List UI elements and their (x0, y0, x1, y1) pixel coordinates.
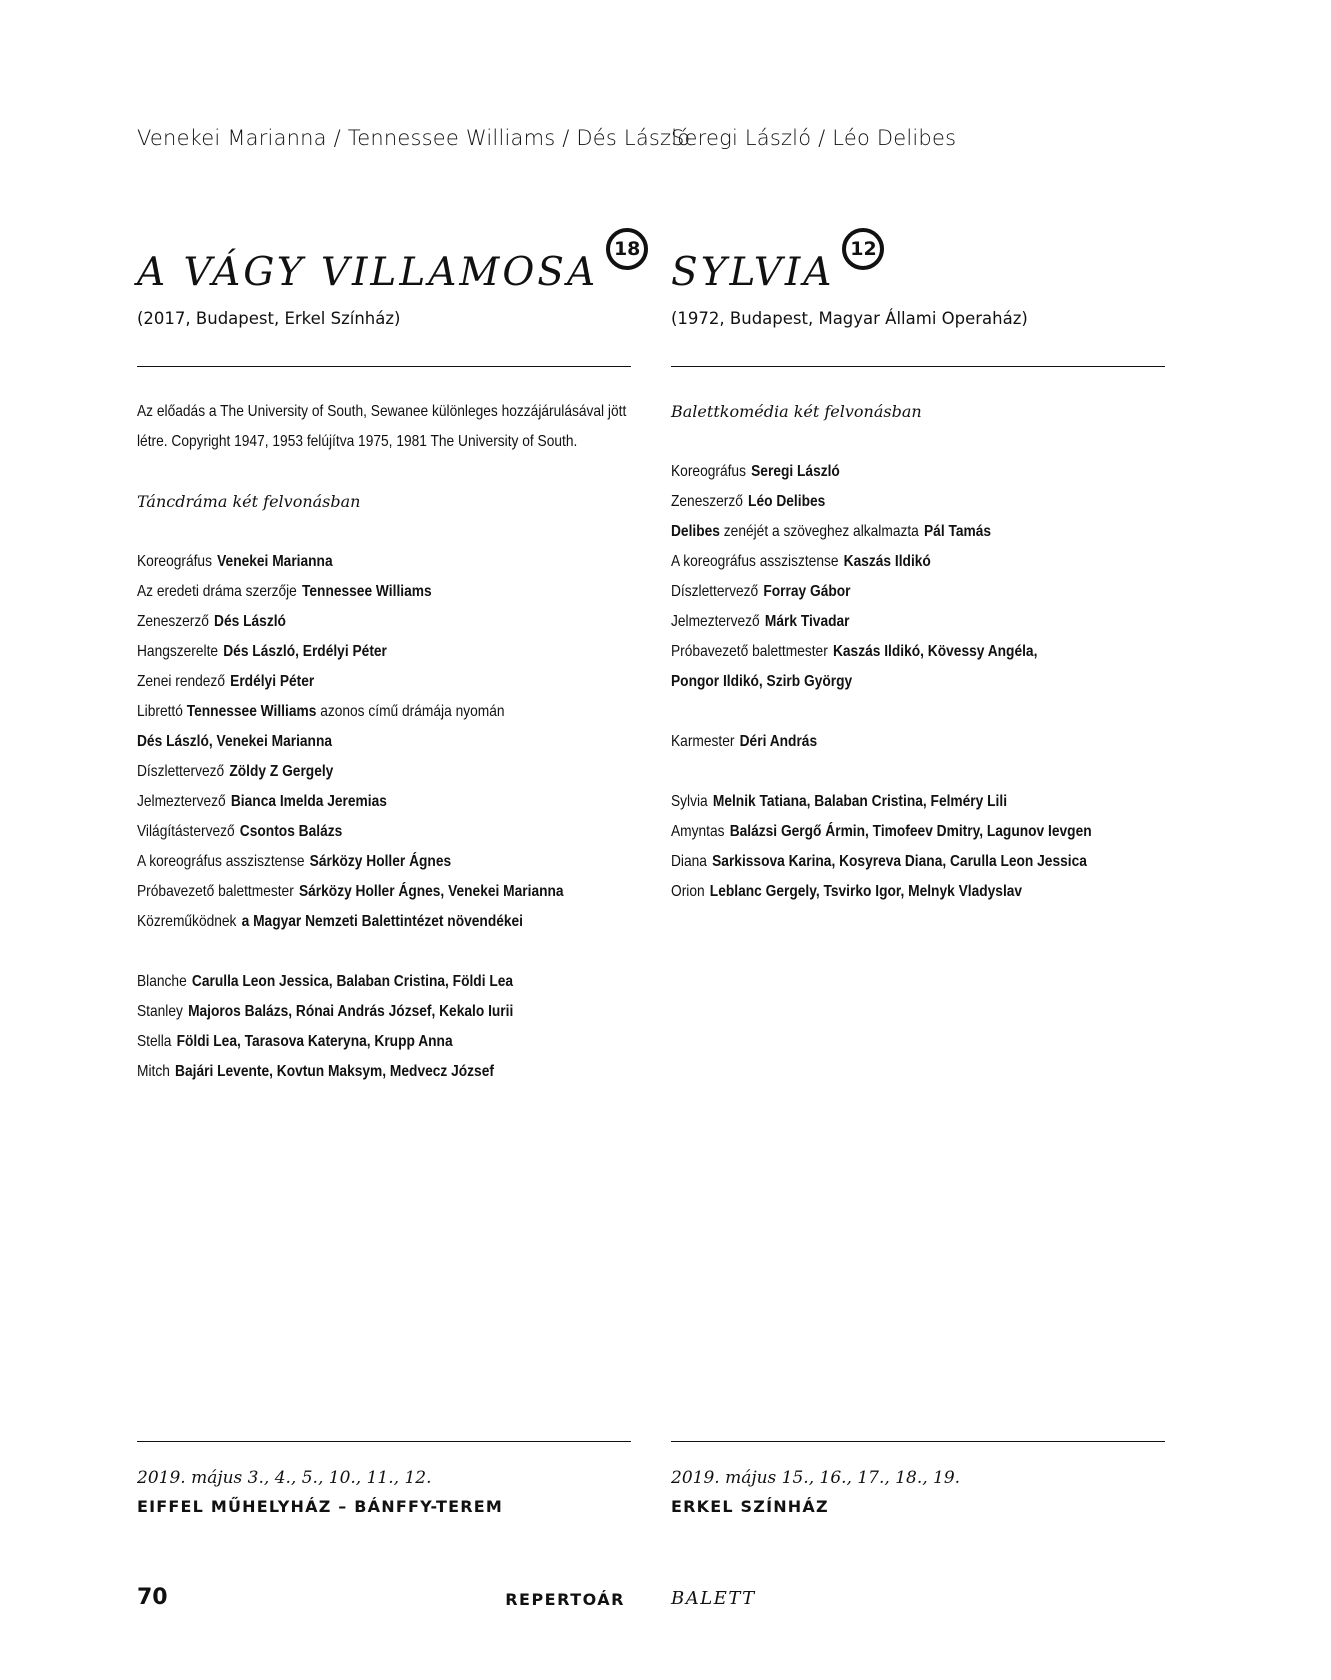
credit-row: Koreográfus Venekei Marianna (137, 553, 333, 570)
cast-row: Blanche Carulla Leon Jessica, Balaban Cristina, Földi Lea (137, 973, 514, 990)
page-number: 70 (137, 1585, 168, 1610)
credit-row: Jelmeztervező Bianca Imelda Jeremias (137, 793, 387, 810)
left-authors: Venekei Marianna / Tennessee Williams / Dés László (137, 126, 691, 150)
cast-row: Stanley Majoros Balázs, Rónai András József, Kekalo Iurii (137, 1003, 514, 1020)
left-note-line1: Az előadás a The University of South, Sewanee különleges hozzájárulásával jött (137, 403, 627, 420)
cast-row: Amyntas Balázsi Gergő Ármin, Timofeev Dmitry, Lagunov Ievgen (671, 823, 1092, 840)
right-top-divider (671, 366, 1165, 367)
left-dates: 2019. május 3., 4., 5., 10., 11., 12. (137, 1468, 432, 1488)
left-top-divider (137, 366, 631, 367)
right-title: SYLVIA (671, 250, 835, 295)
credit-row: Koreográfus Seregi László (671, 463, 840, 480)
subsection-label: BALETT (671, 1588, 756, 1609)
credit-row: Közreműködnek a Magyar Nemzeti Balettintézet növendékei (137, 913, 524, 930)
credit-row: Próbavezető balettmester Sárközy Holler Ágnes, Venekei Marianna (137, 883, 564, 900)
credit-row: Próbavezető balettmester Kaszás Ildikó, Kövessy Angéla, (671, 643, 1038, 660)
cast-row: Sylvia Melnik Tatiana, Balaban Cristina, Felméry Lili (671, 793, 1008, 810)
credit-row-libretto-cont: Dés László, Venekei Marianna (137, 733, 333, 750)
cast-row: Stella Földi Lea, Tarasova Kateryna, Krupp Anna (137, 1033, 453, 1050)
right-premiere: (1972, Budapest, Magyar Állami Operaház) (671, 309, 1028, 328)
credit-row: Az eredeti dráma szerzője Tennessee Williams (137, 583, 432, 600)
credit-row: Világítástervező Csontos Balázs (137, 823, 343, 840)
credit-row-cont: Pongor Ildikó, Szirb György (671, 673, 853, 690)
credit-row: Zenei rendező Erdélyi Péter (137, 673, 315, 690)
right-venue: ERKEL SZÍNHÁZ (671, 1497, 829, 1516)
left-note-line2: létre. Copyright 1947, 1953 felújítva 1975, 1981 The University of South. (137, 433, 578, 450)
left-venue: EIFFEL MŰHELYHÁZ – BÁNFFY-TEREM (137, 1497, 504, 1516)
credit-row-libretto: Librettó Tennessee Williams azonos című drámája nyomán (137, 703, 505, 720)
right-title-block (671, 238, 884, 300)
age-rating-badge: 18 (606, 228, 648, 270)
credit-row-adapt: Delibes zenéjét a szöveghez alkalmazta Pál Tamás (671, 523, 992, 540)
credit-row: Díszlettervező Forray Gábor (671, 583, 851, 600)
left-bottom-divider (137, 1441, 631, 1442)
cast-row: Diana Sarkissova Karina, Kosyreva Diana, Carulla Leon Jessica (671, 853, 1087, 870)
cast-row: Orion Leblanc Gergely, Tsvirko Igor, Melnyk Vladyslav (671, 883, 1023, 900)
left-title: A VÁGY VILLAMOSA (137, 250, 599, 295)
left-credits (137, 397, 637, 1087)
credit-row: Zeneszerző Dés László (137, 613, 286, 630)
cast-row: Mitch Bajári Levente, Kovtun Maksym, Medvecz József (137, 1063, 494, 1080)
left-premiere: (2017, Budapest, Erkel Színház) (137, 309, 401, 328)
credit-row: Zeneszerző Léo Delibes (671, 493, 826, 510)
credit-row: Jelmeztervező Márk Tivadar (671, 613, 850, 630)
credit-row: A koreográfus asszisztense Kaszás Ildikó (671, 553, 931, 570)
section-label: REPERTOÁR (505, 1590, 625, 1609)
right-dates: 2019. május 15., 16., 17., 18., 19. (671, 1468, 961, 1488)
right-credits (671, 397, 1171, 907)
credit-row: Hangszerelte Dés László, Erdélyi Péter (137, 643, 387, 660)
credit-row: A koreográfus asszisztense Sárközy Holler Ágnes (137, 853, 452, 870)
left-title-block (137, 238, 648, 300)
left-genre: Táncdráma két felvonásban (137, 492, 361, 511)
credit-row-conductor: Karmester Déri András (671, 733, 818, 750)
right-genre: Balettkomédia két felvonásban (671, 402, 922, 421)
right-authors: Seregi László / Léo Delibes (671, 126, 957, 150)
right-bottom-divider (671, 1441, 1165, 1442)
age-rating-badge: 12 (842, 228, 884, 270)
credit-row: Díszlettervező Zöldy Z Gergely (137, 763, 334, 780)
